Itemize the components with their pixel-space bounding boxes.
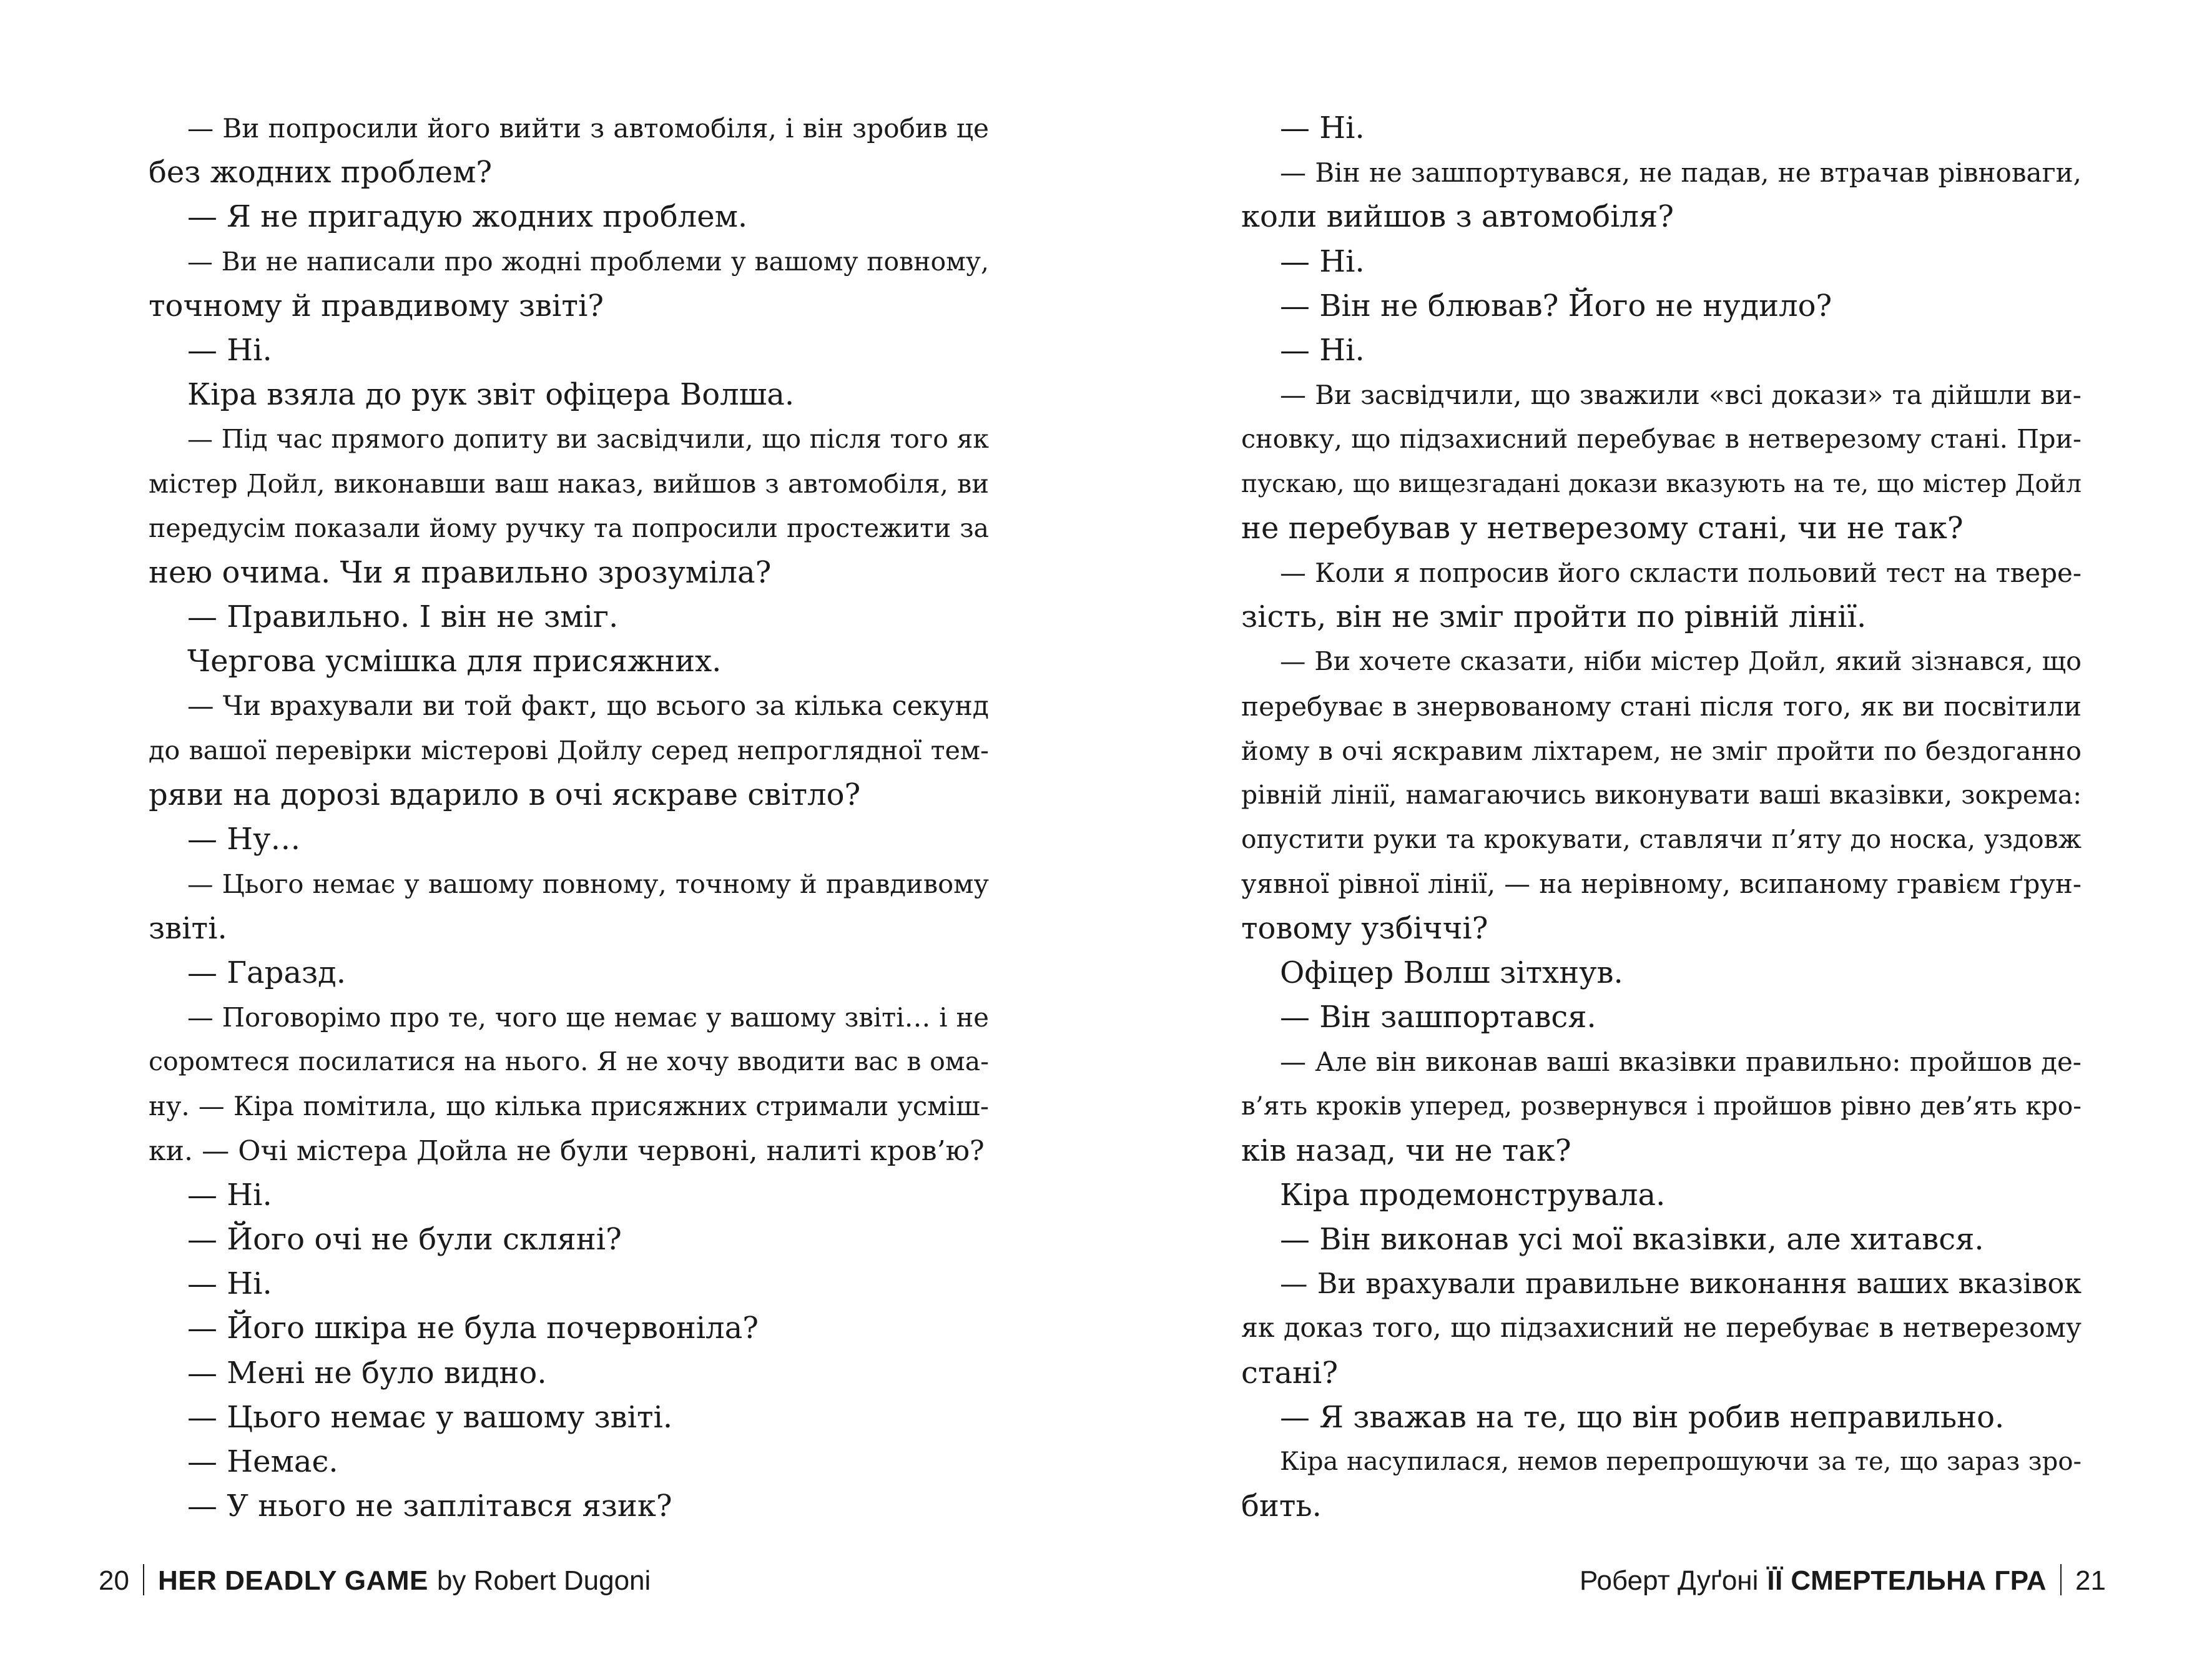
text-line: — Ви засвідчили, що зважили «всі докази» та дійшли ви-: [1280, 380, 2082, 411]
text-line: — Ні.: [1280, 111, 1365, 145]
text-line: — Немає.: [187, 1444, 338, 1480]
right-book-title: ЇЇ СМЕРТЕЛЬНА ГРА: [1767, 1565, 2047, 1596]
text-line: — Гаразд.: [187, 955, 346, 990]
text-line: в’ять кроків уперед, розвернувся і пройшов рівно дев’ять кро-: [1241, 1091, 2082, 1121]
text-line: Кіра взяла до рук звіт офіцера Волша.: [187, 377, 795, 413]
text-line: — Чи врахували ви той факт, що всього за кілька секунд: [187, 691, 989, 722]
text-line: ки. — Очі містера Дойла не були червоні, налиті кров’ю?: [149, 1135, 985, 1167]
text-line: ряви на дорозі вдарило в очі яскраве світло?: [149, 777, 861, 813]
text-line: — Ви не написали про жодні проблеми у вашому повному,: [187, 246, 989, 277]
text-line: рівній лінії, намагаючись виконувати ваші вказівки, зокрема:: [1241, 780, 2082, 810]
text-line: як доказ того, що підзахисний не перебуває в нетверезому: [1241, 1312, 2082, 1344]
text-line: опустити руки та крокувати, ставлячи п’яту до носка, уздовж: [1241, 824, 2082, 855]
text-line: перебуває в знервованому стані після того, як ви посвітили: [1241, 691, 2082, 722]
text-line: до вашої перевірки містерові Дойлу серед непроглядної тем-: [149, 735, 989, 766]
text-line: — Він не зашпортувався, не падав, не втрачав рівноваги,: [1280, 157, 2082, 189]
text-line: стані?: [1241, 1355, 1339, 1391]
text-line: — Я зважав на те, що він робив неправильно.: [1280, 1399, 2005, 1435]
footer-separator: [143, 1564, 144, 1595]
text-line: — У нього не заплітався язик?: [187, 1489, 672, 1524]
left-page-text: [149, 106, 989, 1529]
text-line: — Цього немає у вашому звіті.: [187, 1399, 673, 1435]
right-page-footer: [1580, 1562, 2106, 1600]
text-line: — Він зашпортався.: [1280, 1000, 1596, 1035]
text-line: — Ні.: [1280, 333, 1365, 368]
text-line: — Ні.: [187, 1266, 272, 1302]
text-line: — Коли я попросив його скласти польовий тест на твере-: [1280, 558, 2082, 589]
right-page: [1106, 0, 2211, 1659]
footer-separator: [2060, 1564, 2062, 1595]
text-line: бить.: [1241, 1489, 1322, 1524]
text-line: — Його очі не були скляні?: [187, 1222, 622, 1258]
text-line: — Мені не було видно.: [187, 1355, 547, 1391]
text-line: — Ви хочете сказати, ніби містер Дойл, який зізнався, що: [1280, 646, 2082, 677]
text-line: точному й правдивому звіті?: [149, 288, 604, 323]
text-line: — Цього немає у вашому повному, точному й правдивому: [187, 869, 989, 900]
text-line: — Я не пригадую жодних проблем.: [187, 199, 748, 235]
text-line: — Але він виконав ваші вказівки правильно: пройшов де-: [1280, 1046, 2082, 1078]
text-line: — Правильно. І він не зміг.: [187, 599, 619, 635]
text-line: передусім показали йому ручку та попросили простежити за: [149, 513, 989, 543]
text-line: ну. — Кіра помітила, що кілька присяжних стримали усміш-: [149, 1091, 989, 1122]
right-page-text: [1241, 106, 2082, 1529]
text-line: пускаю, що вищезгадані докази вказують на те, що містер Дойл: [1241, 470, 2082, 498]
text-line: нею очима. Чи я правильно зрозуміла?: [149, 555, 772, 591]
text-line: не перебував у нетверезому стані, чи не так?: [1241, 510, 1964, 546]
left-author: by Robert Dugoni: [436, 1565, 651, 1596]
text-line: — Ви попросили його вийти з автомобіля, і він зробив це: [187, 113, 989, 144]
right-author: Роберт Дуґоні: [1580, 1565, 1759, 1596]
text-line: зість, він не зміг пройти по рівній лінії.: [1241, 599, 1867, 635]
text-line: — Поговорімо про те, чого ще немає у вашому звіті… і не: [187, 1002, 989, 1033]
text-line: — Він не блював? Його не нудило?: [1280, 288, 1832, 323]
left-page-number: 20: [99, 1565, 129, 1596]
left-page-footer: [99, 1562, 651, 1600]
text-line: Кіра продемонструвала.: [1280, 1177, 1666, 1213]
text-line: Офіцер Волш зітхнув.: [1280, 955, 1623, 990]
text-line: товому узбіччі?: [1241, 910, 1488, 946]
text-line: звіті.: [149, 910, 227, 946]
text-line: уявної рівної лінії, — на нерівному, всипаному гравієм ґрун-: [1241, 869, 2082, 900]
right-page-number: 21: [2075, 1565, 2106, 1596]
text-line: соромтеся посилатися на нього. Я не хочу вводити вас в ома-: [149, 1046, 989, 1077]
text-line: — Під час прямого допиту ви засвідчили, що після того як: [187, 424, 989, 455]
text-line: коли вийшов з автомобіля?: [1241, 199, 1674, 235]
text-line: — Його шкіра не була почервоніла?: [187, 1311, 759, 1346]
text-line: без жодних проблем?: [149, 155, 493, 190]
text-line: — Він виконав усі мої вказівки, але хитався.: [1280, 1222, 1984, 1258]
text-line: — Ні.: [1280, 244, 1365, 279]
text-line: сновку, що підзахисний перебуває в нетверезому стані. При-: [1241, 424, 2082, 455]
text-line: — Ні.: [187, 1177, 272, 1213]
text-line: йому в очі яскравим ліхтарем, не зміг пройти по бездоганно: [1241, 735, 2082, 766]
text-line: ків назад, чи не так?: [1241, 1133, 1571, 1168]
text-line: — Ви врахували правильне виконання ваших вказівок: [1280, 1268, 2082, 1301]
text-line: — Ні.: [187, 333, 272, 368]
text-line: — Ну…: [187, 822, 301, 857]
text-line: Чергова усмішка для присяжних.: [187, 644, 722, 679]
left-book-title: HER DEADLY GAME: [157, 1565, 428, 1596]
text-line: містер Дойл, виконавши ваш наказ, вийшов з автомобіля, ви: [149, 468, 989, 499]
text-line: Кіра насупилася, немов перепрошуючи за те, що зараз зро-: [1280, 1447, 2082, 1477]
